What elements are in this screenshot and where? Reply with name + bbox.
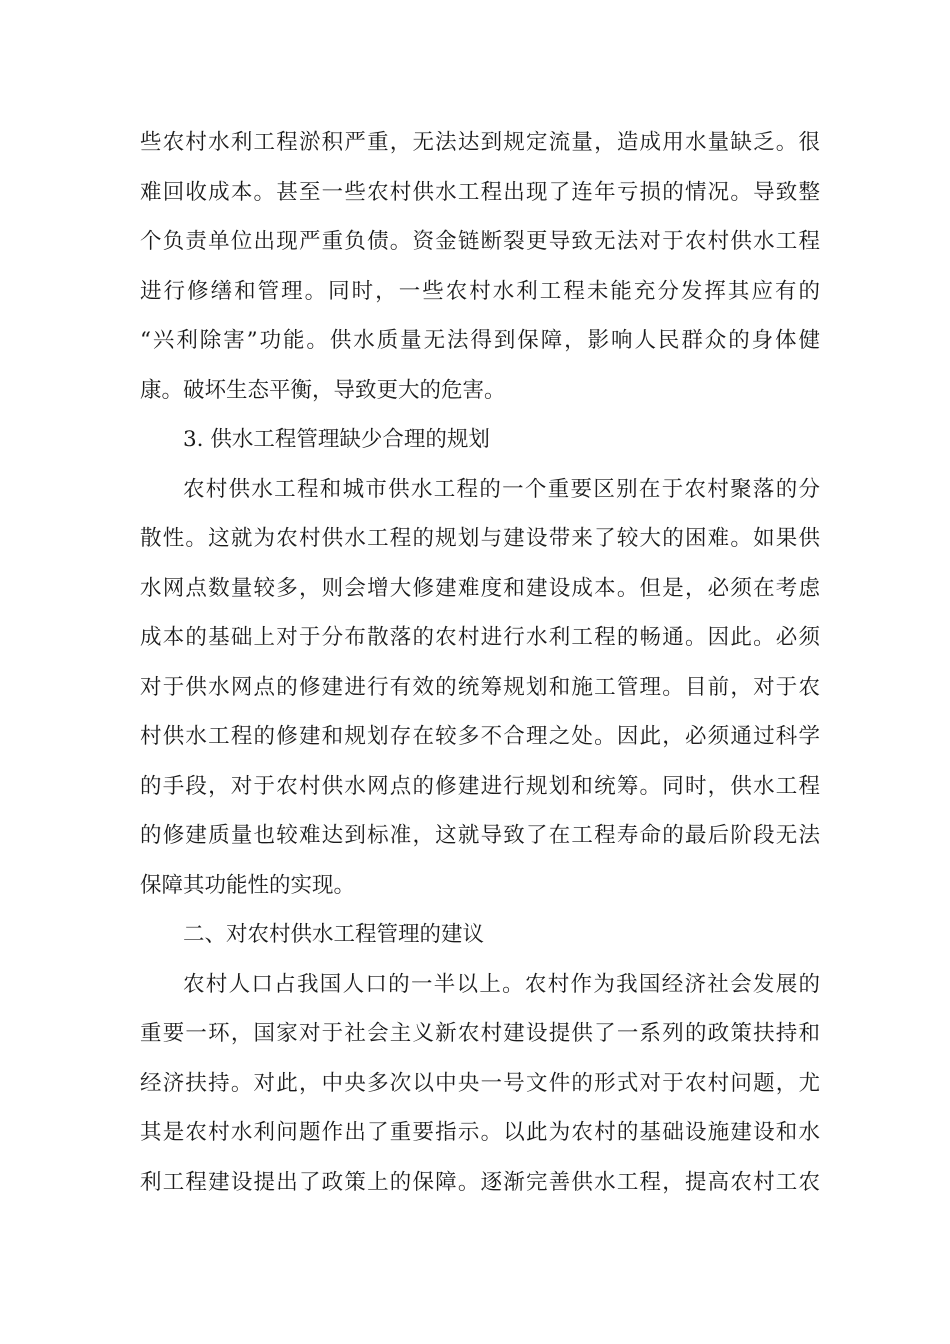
- text-line: 个负责单位出现严重负债。资金链断裂更导致无法对于农村供水工程: [140, 229, 820, 254]
- text-line: 康。破坏生态平衡，导致更大的危害。: [140, 377, 506, 403]
- text-line: 经济扶持。对此，中央多次以中央一号文件的形式对于农村问题，尤: [140, 1070, 820, 1096]
- text-line: 村供水工程的修建和规划存在较多不合理之处。因此，必须通过科学: [140, 724, 820, 749]
- section-heading: 二、对农村供水工程管理的建议: [183, 922, 485, 947]
- text-line: 些农村水利工程淤积严重，无法达到规定流量，造成用水量缺乏。很: [140, 130, 820, 155]
- text-line: 的修建质量也较难达到标准，这就导致了在工程寿命的最后阶段无法: [140, 823, 820, 848]
- text-line: 利工程建设提出了政策上的保障。逐渐完善供水工程，提高农村工农: [140, 1169, 820, 1195]
- text-line: 散性。这就为农村供水工程的规划与建设带来了较大的困难。如果供: [140, 526, 820, 551]
- text-line: 农村人口占我国人口的一半以上。农村作为我国经济社会发展的: [183, 971, 820, 997]
- text-line: 成本的基础上对于分布散落的农村进行水利工程的畅通。因此。必须: [140, 625, 820, 650]
- text-line: 重要一环，国家对于社会主义新农村建设提供了一系列的政策扶持和: [140, 1021, 820, 1046]
- body-text: [140, 118, 820, 1207]
- section-heading: 3. 供水工程管理缺少合理的规划: [183, 427, 490, 452]
- text-line: 难回收成本。甚至一些农村供水工程出现了连年亏损的情况。导致整: [140, 179, 820, 205]
- text-line: “兴利除害”功能。供水质量无法得到保障，影响人民群众的身体健: [140, 328, 820, 353]
- text-line: 其是农村水利问题作出了重要指示。以此为农村的基础设施建设和水: [140, 1120, 820, 1145]
- text-line: 农村供水工程和城市供水工程的一个重要区别在于农村聚落的分: [183, 476, 820, 502]
- text-line: 进行修缮和管理。同时，一些农村水利工程未能充分发挥其应有的: [140, 278, 820, 304]
- text-line: 的手段，对于农村供水网点的修建进行规划和统筹。同时，供水工程: [140, 773, 820, 799]
- text-line: 对于供水网点的修建进行有效的统筹规划和施工管理。目前，对于农: [140, 674, 820, 700]
- text-line: 保障其功能性的实现。: [140, 872, 356, 898]
- text-line: 水网点数量较多，则会增大修建难度和建设成本。但是，必须在考虑: [140, 575, 820, 601]
